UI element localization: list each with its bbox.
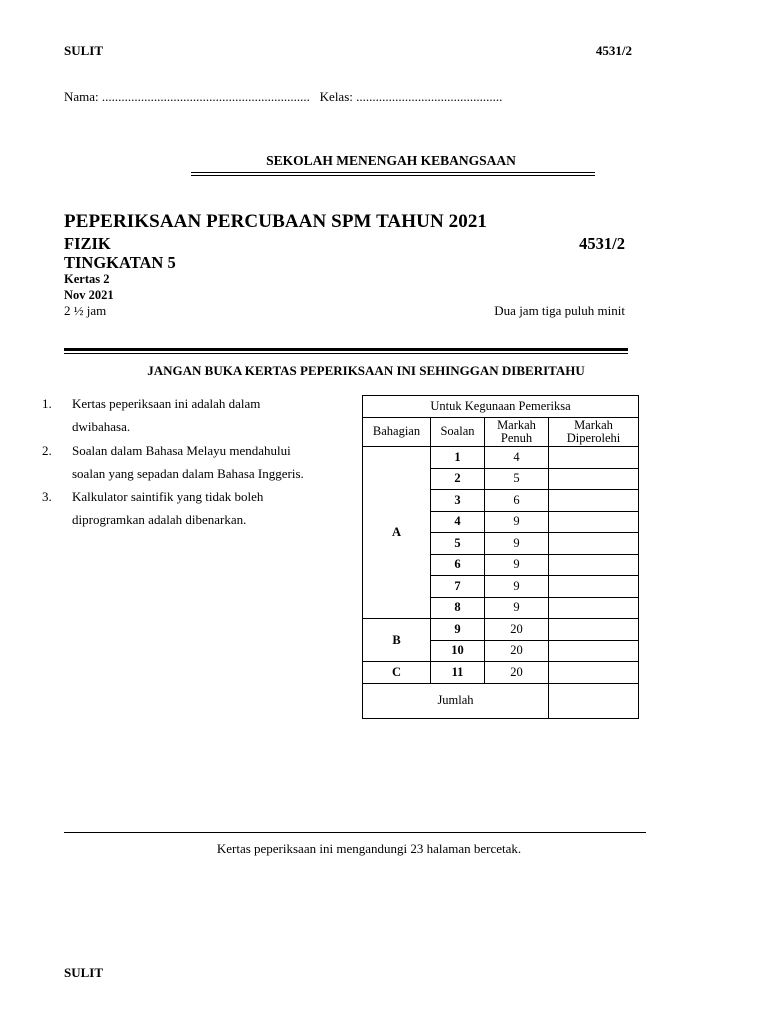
exam-title: PEPERIKSAAN PERCUBAAN SPM TAHUN 2021 bbox=[64, 211, 488, 232]
footer-classification-label: SULIT bbox=[64, 965, 104, 980]
subject-name: FIZIK bbox=[64, 234, 111, 253]
exam-warning: JANGAN BUKA KERTAS PEPERIKSAAN INI SEHINGGAN DIBERITAHU bbox=[147, 363, 585, 378]
full-marks: 5 bbox=[485, 468, 549, 490]
question-number: 3 bbox=[431, 490, 485, 512]
marks-obtained-cell[interactable] bbox=[549, 640, 639, 662]
question-number: 1 bbox=[431, 447, 485, 469]
paper-number: Kertas 2 bbox=[64, 272, 110, 286]
classification-label: SULIT bbox=[64, 43, 104, 58]
footer-divider bbox=[64, 832, 646, 833]
instruction-item: 1. Kertas peperiksaan ini adalah dalam dwibahasa. bbox=[42, 396, 261, 435]
marks-obtained-cell[interactable] bbox=[549, 576, 639, 598]
marks-obtained-cell[interactable] bbox=[549, 511, 639, 533]
section-c-label: C bbox=[363, 662, 431, 684]
marks-obtained-cell[interactable] bbox=[549, 468, 639, 490]
question-number: 10 bbox=[431, 640, 485, 662]
examiner-marks-table bbox=[362, 395, 639, 719]
exam-duration-words: Dua jam tiga puluh minit bbox=[494, 303, 625, 318]
full-marks: 20 bbox=[485, 640, 549, 662]
full-marks: 9 bbox=[485, 533, 549, 555]
table-row bbox=[363, 447, 639, 469]
marks-obtained-cell[interactable] bbox=[549, 619, 639, 641]
instruction-item: 2. Soalan dalam Bahasa Melayu mendahului soalan yang sepadan dalam Bahasa Inggeris. bbox=[42, 442, 304, 481]
full-marks: 6 bbox=[485, 490, 549, 512]
header-marks-obtained: Markah Diperolehi bbox=[549, 418, 639, 447]
instructions-list bbox=[40, 392, 360, 532]
question-number: 4 bbox=[431, 511, 485, 533]
marks-obtained-cell[interactable] bbox=[549, 662, 639, 684]
full-marks: 20 bbox=[485, 619, 549, 641]
question-number: 7 bbox=[431, 576, 485, 598]
marks-obtained-cell[interactable] bbox=[549, 597, 639, 619]
table-row bbox=[363, 619, 639, 641]
page-count-note: Kertas peperiksaan ini mengandungi 23 halaman bercetak. bbox=[216, 841, 522, 856]
full-marks: 20 bbox=[485, 662, 549, 684]
marks-obtained-cell[interactable] bbox=[549, 447, 639, 469]
table-title: Untuk Kegunaan Pemeriksa bbox=[363, 396, 639, 418]
marks-obtained-cell[interactable] bbox=[549, 533, 639, 555]
full-marks: 9 bbox=[485, 597, 549, 619]
form-level: TINGKATAN 5 bbox=[64, 253, 176, 272]
section-a-label: A bbox=[363, 447, 431, 619]
marks-obtained-cell[interactable] bbox=[549, 554, 639, 576]
exam-date: Nov 2021 bbox=[64, 288, 114, 302]
subject-code: 4531/2 bbox=[579, 234, 625, 253]
total-label: Jumlah bbox=[363, 683, 549, 718]
total-marks-cell[interactable] bbox=[549, 683, 639, 718]
section-divider bbox=[64, 348, 628, 354]
table-row bbox=[363, 662, 639, 684]
header-section: Bahagian bbox=[363, 418, 431, 447]
header-full-marks: Markah Penuh bbox=[485, 418, 549, 447]
question-number: 9 bbox=[431, 619, 485, 641]
question-number: 8 bbox=[431, 597, 485, 619]
section-b-label: B bbox=[363, 619, 431, 662]
question-number: 6 bbox=[431, 554, 485, 576]
table-row-total bbox=[363, 683, 639, 718]
full-marks: 4 bbox=[485, 447, 549, 469]
full-marks: 9 bbox=[485, 511, 549, 533]
paper-code: 4531/2 bbox=[595, 43, 632, 58]
name-field[interactable]: Nama: ................................................................ bbox=[64, 89, 310, 104]
instruction-item: 3. Kalkulator saintifik yang tidak boleh diprogramkan adalah dibenarkan. bbox=[42, 489, 264, 528]
school-name: SEKOLAH MENENGAH KEBANGSAAN bbox=[266, 153, 516, 168]
question-number: 5 bbox=[431, 533, 485, 555]
student-details bbox=[64, 89, 502, 105]
full-marks: 9 bbox=[485, 576, 549, 598]
class-field[interactable]: Kelas: ............................................. bbox=[319, 89, 503, 104]
exam-duration: 2 ½ jam bbox=[64, 303, 107, 318]
full-marks: 9 bbox=[485, 554, 549, 576]
question-number: 2 bbox=[431, 468, 485, 490]
marks-obtained-cell[interactable] bbox=[549, 490, 639, 512]
question-number: 11 bbox=[431, 662, 485, 684]
school-underline bbox=[191, 172, 595, 176]
header-question: Soalan bbox=[431, 418, 485, 447]
